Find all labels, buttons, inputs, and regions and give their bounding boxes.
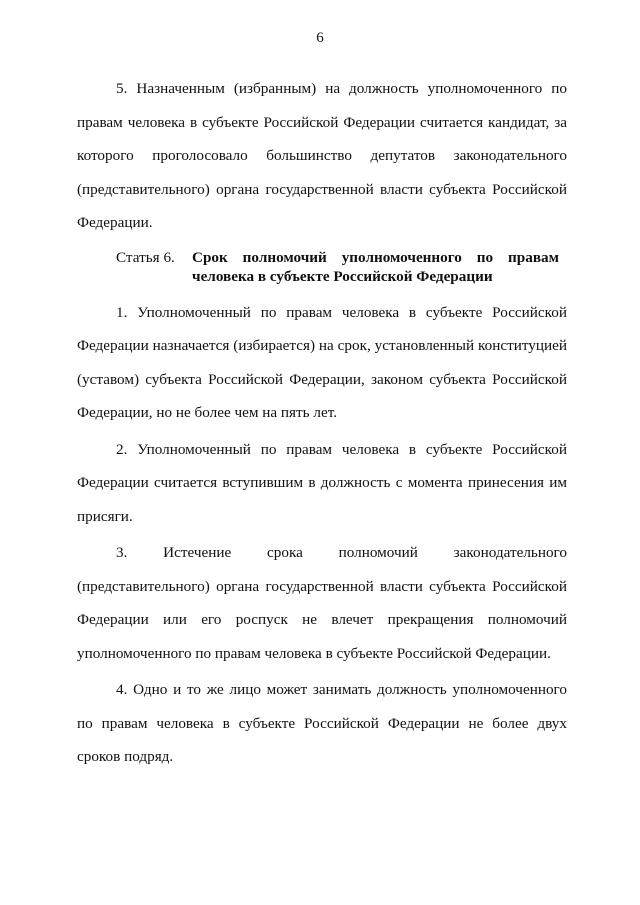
paragraph-1: 1. Уполномоченный по правам человека в субъекте Российской Федерации назначается (избирается) на срок, установленный конституцией (уставом) субъекта Российской Федерации, законом субъекта Российской Федерации, но не более чем на пять лет. [77,303,567,421]
document-body [77,72,567,774]
paragraph-3: 3. Истечение срока полномочий законодательного (представительного) органа государственной власти субъекта Российской Федерации или его роспуск не влечет прекращения полномочий уполномоченного по правам человека в субъекте Российской Федерации. [77,544,567,662]
article-heading [77,248,567,286]
paragraph-4: 4. Одно и то же лицо может занимать должность уполномоченного по правам человека в субъекте Российской Федерации не более двух сроков подряд. [77,681,567,765]
paragraph-2: 2. Уполномоченный по правам человека в субъекте Российской Федерации считается вступившим в должность с момента принесения им присяги. [77,440,567,525]
article-number: Статья 6. [116,248,175,266]
article-title: Срок полномочий уполномоченного по правам человека в субъекте Российской Федерации [192,248,559,285]
paragraph-5: 5. Назначенным (избранным) на должность уполномоченного по правам человека в субъекте Российской Федерации считается кандидат, за которого проголосовало большинство депутатов законодательного (представительного) органа государственной власти субъекта Российской Федерации. [77,80,567,231]
page-number: 6 [316,30,324,46]
